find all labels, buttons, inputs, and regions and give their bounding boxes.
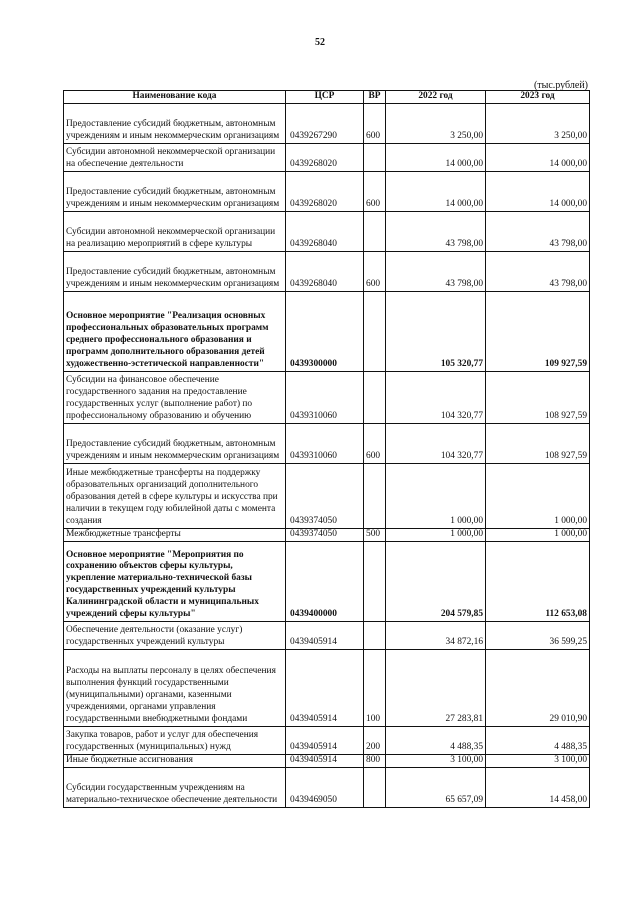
table-row xyxy=(64,529,590,542)
row-vr-cell xyxy=(364,372,386,424)
table-row xyxy=(64,252,590,292)
row-name-cell: Субсидии на финансовое обеспечение государственного задания на предоставление государственных услуг (выполнение работ) по профессиональному образованию и обучению xyxy=(64,372,286,424)
row-2023-cell: 14 000,00 xyxy=(486,172,590,212)
row-name-cell: Субсидии автономной некоммерческой организации на обеспечение деятельности xyxy=(64,144,286,172)
table-row xyxy=(64,104,590,144)
table-row xyxy=(64,622,590,650)
table-body xyxy=(64,104,590,808)
row-csr-cell: 0439310060 xyxy=(286,372,364,424)
budget-table xyxy=(63,90,590,808)
row-2022-cell: 34 872,16 xyxy=(386,622,486,650)
table-row xyxy=(64,144,590,172)
row-2022-cell: 14 000,00 xyxy=(386,172,486,212)
row-csr-cell: 0439268040 xyxy=(286,252,364,292)
row-vr-cell xyxy=(364,292,386,372)
row-vr-cell xyxy=(364,622,386,650)
row-csr-cell: 0439374050 xyxy=(286,464,364,529)
row-name-cell: Иные бюджетные ассигнования xyxy=(64,755,286,768)
row-name-cell: Расходы на выплаты персоналу в целях обеспечения выполнения функций государственными (муниципальными) органами, казенными учреждениями, органами управления государственными внебюджетными фондами xyxy=(64,650,286,727)
row-2022-cell: 3 250,00 xyxy=(386,104,486,144)
row-name-cell: Субсидии автономной некоммерческой организации на реализацию мероприятий в сфере культуры xyxy=(64,212,286,252)
row-vr-cell: 500 xyxy=(364,529,386,542)
row-name-cell: Иные межбюджетные трансферты на поддержку образовательных организаций дополнительного образования детей в сфере культуры и искусства при наличии в текущем году юбилейной даты с момента создания xyxy=(64,464,286,529)
header-2022: 2022 год xyxy=(386,91,486,104)
row-csr-cell: 0439400000 xyxy=(286,542,364,622)
row-name-cell: Закупка товаров, работ и услуг для обеспечения государственных (муниципальных) нужд xyxy=(64,727,286,755)
row-vr-cell: 100 xyxy=(364,650,386,727)
table-row xyxy=(64,212,590,252)
row-2022-cell: 65 657,09 xyxy=(386,768,486,808)
row-2023-cell: 14 000,00 xyxy=(486,144,590,172)
row-csr-cell: 0439405914 xyxy=(286,650,364,727)
table-row xyxy=(64,464,590,529)
row-2023-cell: 29 010,90 xyxy=(486,650,590,727)
row-csr-cell: 0439268020 xyxy=(286,172,364,212)
table-row xyxy=(64,542,590,622)
row-2023-cell: 108 927,59 xyxy=(486,424,590,464)
header-2023: 2023 год xyxy=(486,91,590,104)
row-2022-cell: 104 320,77 xyxy=(386,424,486,464)
row-vr-cell xyxy=(364,144,386,172)
row-csr-cell: 0439267290 xyxy=(286,104,364,144)
row-2023-cell: 43 798,00 xyxy=(486,212,590,252)
row-2022-cell: 204 579,85 xyxy=(386,542,486,622)
row-name-cell: Предоставление субсидий бюджетным, автономным учреждениям и иным некоммерческим организациям xyxy=(64,104,286,144)
row-csr-cell: 0439405914 xyxy=(286,622,364,650)
row-2022-cell: 104 320,77 xyxy=(386,372,486,424)
row-2023-cell: 108 927,59 xyxy=(486,372,590,424)
table-row xyxy=(64,172,590,212)
row-name-cell: Обеспечение деятельности (оказание услуг) государственных учреждений культуры xyxy=(64,622,286,650)
row-csr-cell: 0439405914 xyxy=(286,727,364,755)
row-2022-cell: 43 798,00 xyxy=(386,212,486,252)
row-csr-cell: 0439374050 xyxy=(286,529,364,542)
row-vr-cell: 800 xyxy=(364,755,386,768)
row-2023-cell: 43 798,00 xyxy=(486,252,590,292)
row-2022-cell: 1 000,00 xyxy=(386,464,486,529)
row-2023-cell: 3 250,00 xyxy=(486,104,590,144)
row-vr-cell xyxy=(364,212,386,252)
row-name-cell: Предоставление субсидий бюджетным, автономным учреждениям и иным некоммерческим организациям xyxy=(64,424,286,464)
row-csr-cell: 0439300000 xyxy=(286,292,364,372)
row-csr-cell: 0439469050 xyxy=(286,768,364,808)
row-name-cell: Предоставление субсидий бюджетным, автономным учреждениям и иным некоммерческим организациям xyxy=(64,172,286,212)
header-csr: ЦСР xyxy=(286,91,364,104)
row-2022-cell: 3 100,00 xyxy=(386,755,486,768)
row-2022-cell: 14 000,00 xyxy=(386,144,486,172)
units-label: (тыс.рублей) xyxy=(533,80,588,91)
row-name-cell: Предоставление субсидий бюджетным, автономным учреждениям и иным некоммерческим организациям xyxy=(64,252,286,292)
row-vr-cell: 600 xyxy=(364,424,386,464)
table-row xyxy=(64,292,590,372)
row-2023-cell: 4 488,35 xyxy=(486,727,590,755)
row-2023-cell: 3 100,00 xyxy=(486,755,590,768)
header-vr: ВР xyxy=(364,91,386,104)
table-row xyxy=(64,727,590,755)
row-2022-cell: 4 488,35 xyxy=(386,727,486,755)
row-csr-cell: 0439268020 xyxy=(286,144,364,172)
header-name: Наименование кода xyxy=(64,91,286,104)
row-2022-cell: 27 283,81 xyxy=(386,650,486,727)
row-name-cell: Субсидии государственным учреждениям на материально-техническое обеспечение деятельности xyxy=(64,768,286,808)
table-row xyxy=(64,372,590,424)
table-row xyxy=(64,755,590,768)
row-vr-cell: 600 xyxy=(364,172,386,212)
row-vr-cell xyxy=(364,768,386,808)
page-number: 52 xyxy=(315,37,325,48)
row-csr-cell: 0439268040 xyxy=(286,212,364,252)
table-row xyxy=(64,424,590,464)
row-2022-cell: 1 000,00 xyxy=(386,529,486,542)
table-row xyxy=(64,768,590,808)
row-2022-cell: 105 320,77 xyxy=(386,292,486,372)
row-2023-cell: 109 927,59 xyxy=(486,292,590,372)
row-csr-cell: 0439310060 xyxy=(286,424,364,464)
row-2023-cell: 36 599,25 xyxy=(486,622,590,650)
row-2023-cell: 1 000,00 xyxy=(486,464,590,529)
row-2023-cell: 1 000,00 xyxy=(486,529,590,542)
row-2022-cell: 43 798,00 xyxy=(386,252,486,292)
row-vr-cell: 600 xyxy=(364,104,386,144)
row-csr-cell: 0439405914 xyxy=(286,755,364,768)
table-header-row xyxy=(64,91,590,104)
row-vr-cell xyxy=(364,542,386,622)
row-vr-cell: 200 xyxy=(364,727,386,755)
table-row xyxy=(64,650,590,727)
row-name-cell: Основное мероприятие "Реализация основных профессиональных образовательных программ среднего профессионального образования и программ дополнительного образования детей художественно-эстетической направленности" xyxy=(64,292,286,372)
row-2023-cell: 112 653,08 xyxy=(486,542,590,622)
row-name-cell: Межбюджетные трансферты xyxy=(64,529,286,542)
row-vr-cell: 600 xyxy=(364,252,386,292)
row-name-cell: Основное мероприятие "Мероприятия по сохранению объектов сферы культуры, укрепление материально-технической базы государственных учреждений культуры Калининградской области и муниципальных учреждений сферы культуры" xyxy=(64,542,286,622)
row-2023-cell: 14 458,00 xyxy=(486,768,590,808)
row-vr-cell xyxy=(364,464,386,529)
